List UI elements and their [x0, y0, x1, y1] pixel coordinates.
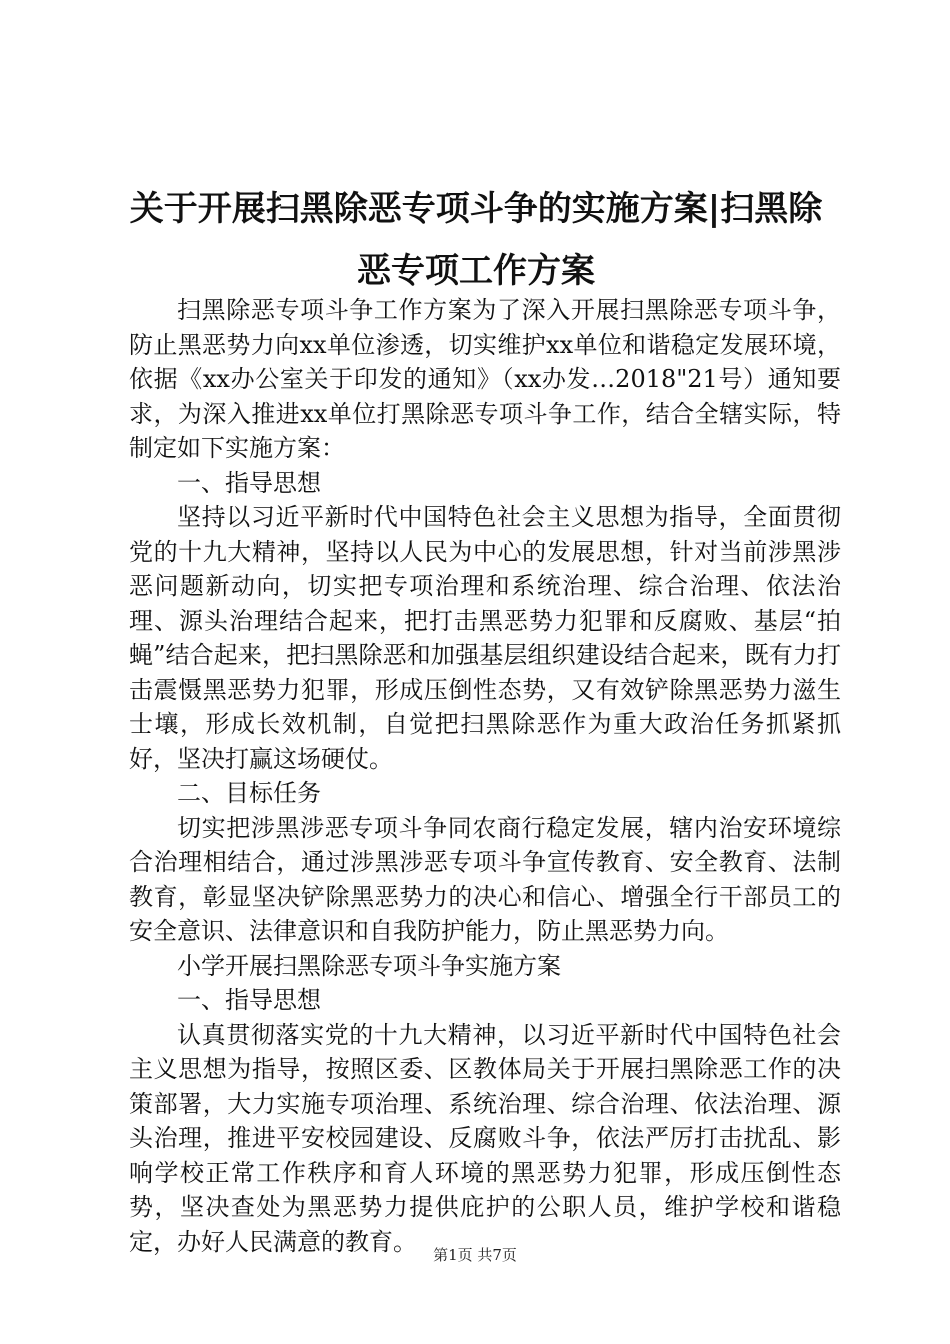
paragraph-intro: 扫黑除恶专项斗争工作方案为了深入开展扫黑除恶专项斗争，防止黑恶势力向xx单位渗透，切实维护xx单位和谐稳定发展环境，依据《xx办公室关于印发的通知》（xx办发…2018"21号）通知要求，为深入推进xx单位打黑除恶专项斗争工作，结合全辖实际，特制定如下实施方案：	[129, 296, 841, 462]
page-number-footer: 第1页 共7页	[433, 1246, 517, 1264]
document-title: 关于开展扫黑除恶专项斗争的实施方案|扫黑除恶专项工作方案	[129, 189, 823, 291]
paragraph-school-guiding-ideology: 认真贯彻落实党的十九大精神，以习近平新时代中国特色社会主义思想为指导，按照区委、区教体局关于开展扫黑除恶工作的决策部署，大力实施专项治理、系统治理、综合治理、依法治理、源头治理，推进平安校园建设、反腐败斗争，依法严厉打击扰乱、影响学校正常工作秩序和育人环境的黑恶势力犯罪，形成压倒性态势，坚决查处为黑恶势力提供庇护的公职人员，维护学校和谐稳定，办好人民满意的教育。	[129, 1020, 841, 1256]
heading-goals-tasks: 二、目标任务	[177, 779, 321, 807]
paragraph-goals-tasks: 切实把涉黑涉恶专项斗争同农商行稳定发展，辖内治安环境综合治理相结合，通过涉黑涉恶专项斗争宣传教育、安全教育、法制教育，彰显坚决铲除黑恶势力的决心和信心、增强全行干部员工的安全意识、法律意识和自我防护能力，防止黑恶势力向。	[129, 813, 841, 945]
heading-school-guiding-ideology: 一、指导思想	[177, 986, 321, 1014]
heading-guiding-ideology: 一、指导思想	[177, 468, 321, 497]
paragraph-guiding-ideology: 坚持以习近平新时代中国特色社会主义思想为指导，全面贯彻党的十九大精神，坚持以人民为中心的发展思想，针对当前涉黑涉恶问题新动向，切实把专项治理和系统治理、综合治理、依法治理、源头治理结合起来，把打击黑恶势力犯罪和反腐败、基层“拍蝇”结合起来，把扫黑除恶和加强基层组织建设结合起来，既有力打击震慑黑恶势力犯罪，形成压倒性态势，又有效铲除黑恶势力滋生士壤，形成长效机制，自觉把扫黑除恶作为重大政治任务抓紧抓好，坚决打赢这场硬仗。	[129, 503, 841, 773]
heading-school-plan: 小学开展扫黑除恶专项斗争实施方案	[177, 951, 561, 980]
document-body	[129, 293, 841, 1259]
